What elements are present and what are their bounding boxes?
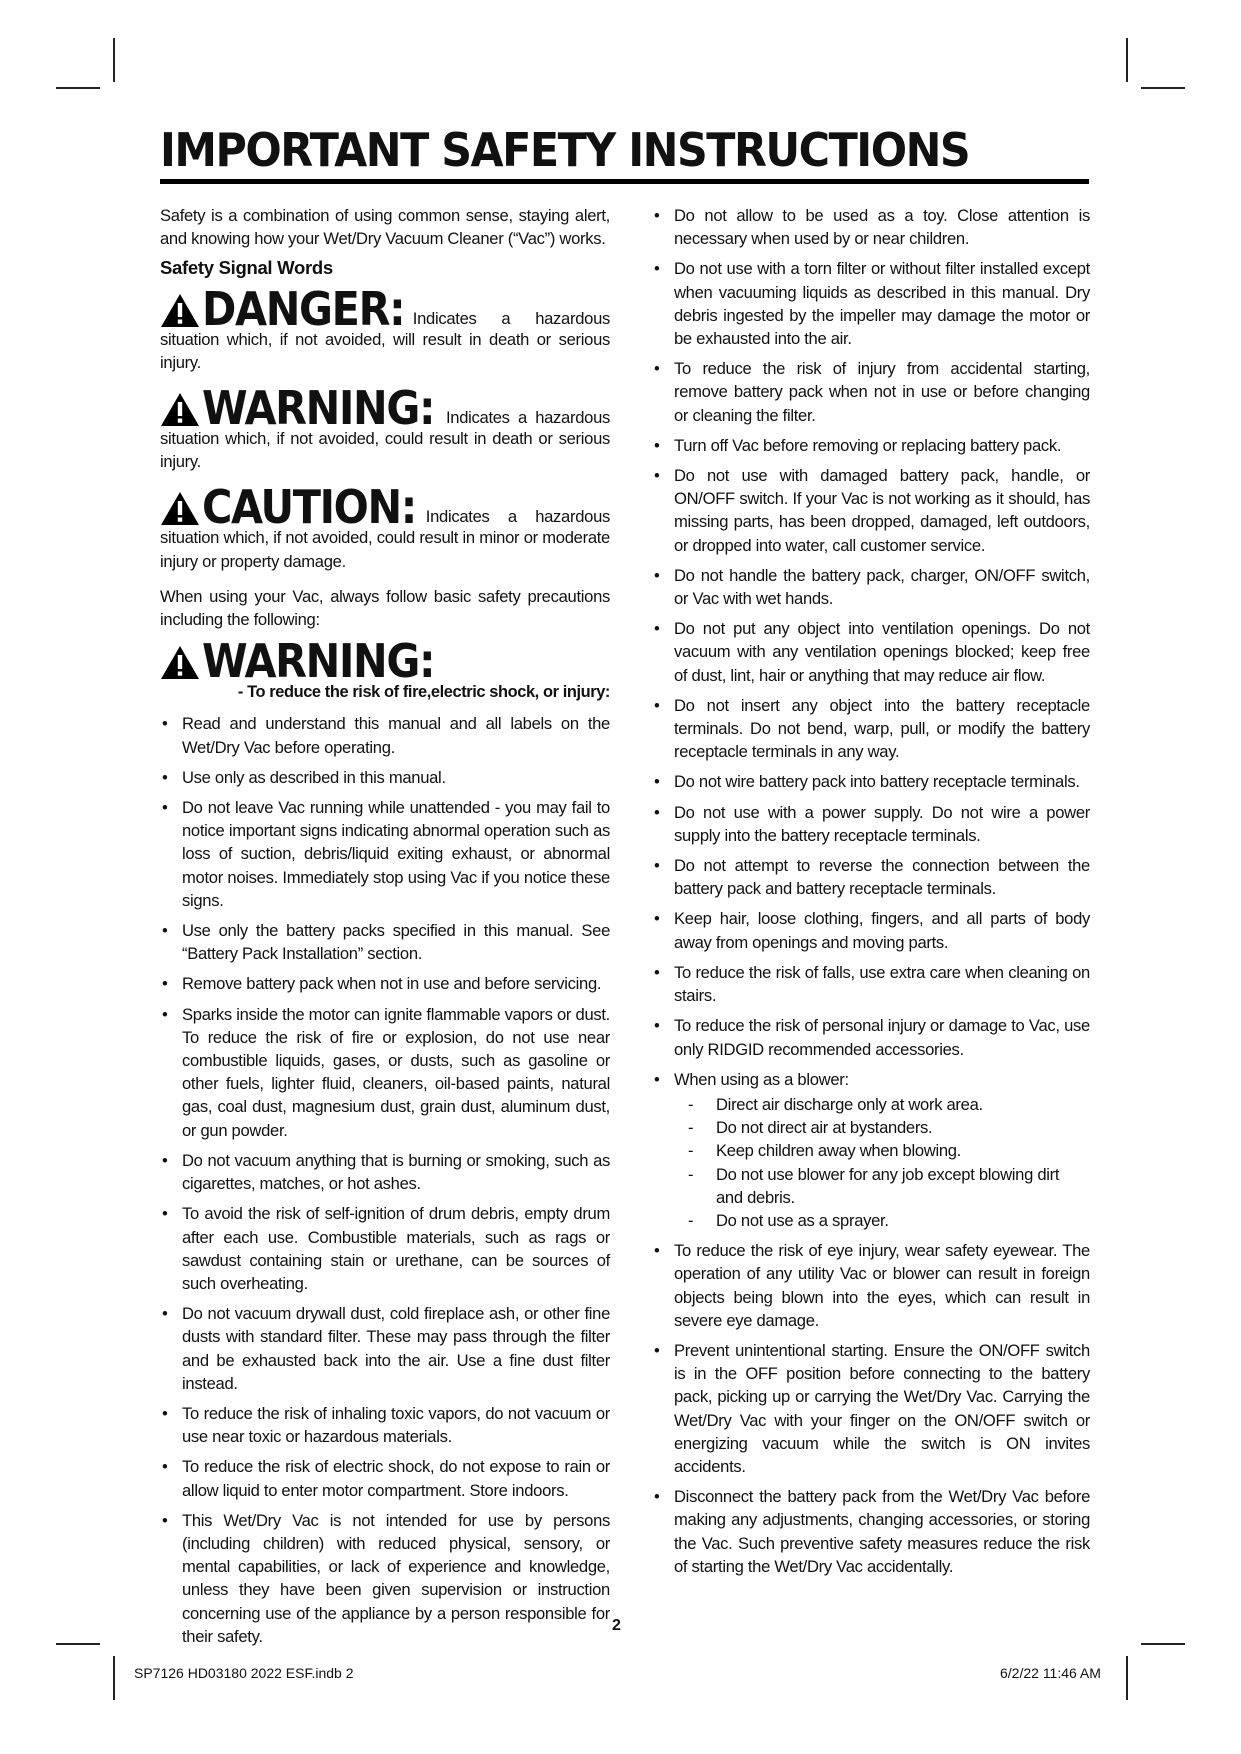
signal-description: situation which, if not avoided, could result in death or serious injury. <box>160 429 610 472</box>
signal-word: WARNING: <box>202 381 435 436</box>
list-item: • Prevent unintentional starting. Ensure the ON/OFF switch is in the OFF position before connecting to the battery pack, picking up or carrying the Wet/Dry Vac. Carrying the Wet/Dry Vac with your finger on the ON/OFF switch or energizing vacuum while the switch is ON invites accidents. <box>652 1339 1090 1478</box>
signal-header <box>160 381 610 436</box>
signal-word-warning <box>160 381 610 473</box>
list-item: • Keep hair, loose clothing, fingers, and all parts of body away from openings and moving parts. <box>652 907 1090 953</box>
signal-description-lead: Indicates a hazardous <box>412 308 610 328</box>
footer-timestamp: 6/2/22 11:46 AM <box>1000 1665 1101 1681</box>
signal-word: CAUTION: <box>202 480 417 535</box>
blower-bullet-list <box>652 1068 1090 1232</box>
crop-mark <box>1126 38 1128 82</box>
list-item: • Use only the battery packs specified in this manual. See “Battery Pack Installation” section. <box>160 919 610 965</box>
page-title: IMPORTANT SAFETY INSTRUCTIONS <box>160 123 970 177</box>
blower-sub-item: - Keep children away when blowing. <box>674 1139 1090 1162</box>
warning-triangle-icon <box>160 645 200 680</box>
list-item: • To reduce the risk of personal injury or damage to Vac, use only RIDGID recommended accessories. <box>652 1014 1090 1060</box>
crop-mark <box>1126 1656 1128 1700</box>
right-column <box>652 204 1090 1585</box>
list-item: • To avoid the risk of self-ignition of drum debris, empty drum after each use. Combustible materials, such as rags or sawdust containing stain or urethane, can be sources of such overheating. <box>160 1202 610 1295</box>
warning-header <box>160 634 610 689</box>
crop-mark <box>56 1643 100 1645</box>
signal-header <box>160 480 610 535</box>
signal-word: DANGER: <box>202 281 405 336</box>
signal-word-caution <box>160 480 610 572</box>
blower-sub-item: - Do not use as a sprayer. <box>674 1209 1090 1232</box>
list-item: • Do not vacuum drywall dust, cold fireplace ash, or other fine dusts with standard filter. These may pass through the filter and be exhausted back into the air. Use a fine dust filter instead. <box>160 1302 610 1395</box>
list-item: • This Wet/Dry Vac is not intended for use by persons (including children) with reduced physical, sensory, or mental capabilities, or lack of experience and knowledge, unless they have been given supervision or instruction concerning use of the appliance by a person responsible for their safety. <box>160 1509 610 1648</box>
list-item: • Disconnect the battery pack from the Wet/Dry Vac before making any adjustments, changing accessories, or storing the Vac. Such preventive safety measures reduce the risk of starting the Wet/Dry Vac accidentally. <box>652 1485 1090 1578</box>
precautions-intro: When using your Vac, always follow basic safety precautions including the following: <box>160 586 610 630</box>
blower-sub-list <box>674 1093 1090 1232</box>
warning-triangle-icon <box>160 491 200 526</box>
signal-header <box>160 281 610 336</box>
crop-mark <box>56 87 100 89</box>
warning-block <box>160 634 610 704</box>
list-item: • Do not allow to be used as a toy. Close attention is necessary when used by or near children. <box>652 204 1090 250</box>
list-item: • Do not use with a torn filter or without filter installed except when vacuuming liquids as described in this manual. Dry debris ingested by the impeller may damage the motor or be exhausted into the air. <box>652 257 1090 350</box>
warning-triangle-icon <box>160 293 200 328</box>
signal-words-heading: Safety Signal Words <box>160 257 333 279</box>
list-item: • To reduce the risk of inhaling toxic vapors, do not vacuum or use near toxic or hazardous materials. <box>160 1402 610 1448</box>
signal-description-lead: Indicates a hazardous <box>425 507 610 527</box>
list-item: • To reduce the risk of eye injury, wear safety eyewear. The operation of any utility Vac or blower can result in foreign objects being blown into the eyes, which can result in severe eye damage. <box>652 1239 1090 1332</box>
signal-words-list <box>160 281 610 573</box>
list-item: • Do not attempt to reverse the connection between the battery pack and battery receptacle terminals. <box>652 854 1090 900</box>
intro-paragraph: Safety is a combination of using common sense, staying alert, and knowing how your Wet/Dry Vacuum Cleaner (“Vac”) works. <box>160 206 610 249</box>
left-column <box>160 204 610 1655</box>
list-item: • To reduce the risk of injury from accidental starting, remove battery pack when not in use or before changing or cleaning the filter. <box>652 357 1090 427</box>
blower-sub-item: - Do not direct air at bystanders. <box>674 1116 1090 1139</box>
list-item <box>652 1068 1090 1232</box>
right-bullet-list-continued <box>652 1239 1090 1578</box>
list-item: • Remove battery pack when not in use and before servicing. <box>160 972 610 995</box>
title-rule <box>160 179 1089 184</box>
list-item: • Do not handle the battery pack, charger, ON/OFF switch, or Vac with wet hands. <box>652 564 1090 610</box>
crop-mark <box>113 1656 115 1700</box>
crop-mark <box>1141 87 1185 89</box>
list-item: • To reduce the risk of electric shock, do not expose to rain or allow liquid to enter motor compartment. Store indoors. <box>160 1455 610 1501</box>
list-item: • Do not vacuum anything that is burning or smoking, such as cigarettes, matches, or hot ashes. <box>160 1149 610 1195</box>
left-bullet-list <box>160 712 610 1648</box>
signal-word-danger <box>160 281 610 374</box>
list-item: • Do not insert any object into the battery receptacle terminals. Do not bend, warp, pull, or modify the battery receptacle terminals in any way. <box>652 694 1090 764</box>
list-item: • Sparks inside the motor can ignite flammable vapors or dust. To reduce the risk of fire or explosion, do not use near combustible liquids, gases, or dusts, such as gasoline or other fuels, lighter fluid, cleaners, oil-based paints, natural gas, coal dust, magnesium dust, grain dust, aluminum dust, or gun powder. <box>160 1003 610 1142</box>
crop-mark <box>1141 1643 1185 1645</box>
list-item: • Do not leave Vac running while unattended - you may fail to notice important signs indicating abnormal operation such as loss of suction, debris/liquid exiting exhaust, or abnormal motor noises. Immediately stop using Vac if you notice these signs. <box>160 796 610 912</box>
crop-mark <box>113 38 115 82</box>
signal-description: situation which, if not avoided, will result in death or serious injury. <box>160 329 610 372</box>
list-item: • Turn off Vac before removing or replacing battery pack. <box>652 434 1090 457</box>
blower-sub-item: - Do not use blower for any job except blowing dirt and debris. <box>674 1163 1090 1209</box>
page-number: 2 <box>612 1617 621 1634</box>
blower-lead: When using as a blower: <box>674 1069 849 1089</box>
list-item: • Do not use with damaged battery pack, handle, or ON/OFF switch. If your Vac is not working as it should, has missing parts, has been dropped, damaged, left outdoors, or dropped into water, call customer service. <box>652 464 1090 557</box>
signal-description-lead: Indicates a hazardous <box>445 408 610 428</box>
warning-triangle-icon <box>160 392 200 427</box>
warning-word: WARNING: <box>202 634 435 689</box>
list-item: • Use only as described in this manual. <box>160 766 610 789</box>
signal-description: situation which, if not avoided, could result in minor or moderate injury or property damage. <box>160 528 610 571</box>
list-item: • Do not put any object into ventilation openings. Do not vacuum with any ventilation openings blocked; keep free of dust, lint, hair or anything that may reduce air flow. <box>652 617 1090 687</box>
warning-subtitle: - To reduce the risk of fire,electric shock, or injury: <box>237 683 610 702</box>
blower-sub-item: - Direct air discharge only at work area. <box>674 1093 1090 1116</box>
list-item: • Do not use with a power supply. Do not wire a power supply into the battery receptacle terminals. <box>652 801 1090 847</box>
list-item: • To reduce the risk of falls, use extra care when cleaning on stairs. <box>652 961 1090 1007</box>
list-item: • Do not wire battery pack into battery receptacle terminals. <box>652 770 1090 793</box>
right-bullet-list <box>652 204 1090 1061</box>
footer-file-name: SP7126 HD03180 2022 ESF.indb 2 <box>134 1665 354 1681</box>
list-item: • Read and understand this manual and all labels on the Wet/Dry Vac before operating. <box>160 712 610 758</box>
